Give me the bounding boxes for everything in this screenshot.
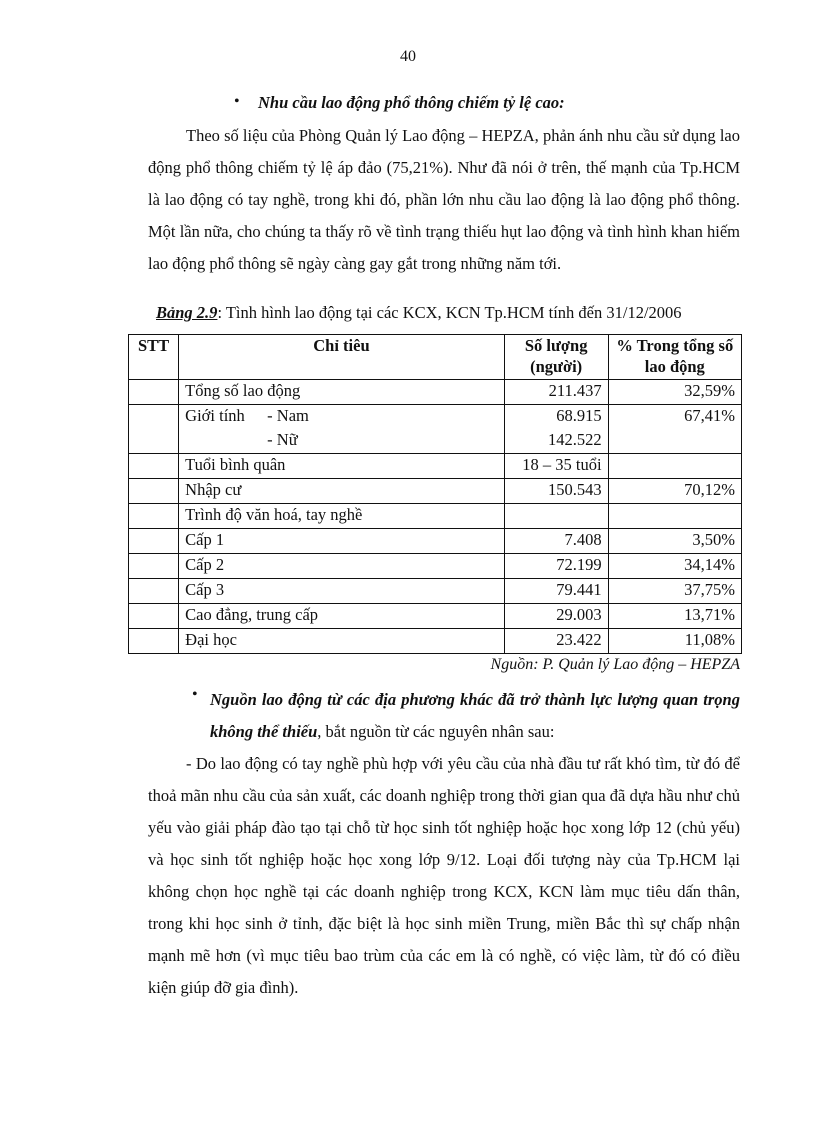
table-row	[129, 479, 742, 504]
row-percent: 11,08%	[608, 629, 741, 654]
header-percent: % Trong tổng số lao động	[608, 335, 741, 380]
row-criterion: Tổng số lao động	[179, 380, 505, 405]
table-row	[129, 554, 742, 579]
table-row	[129, 429, 742, 454]
bullet-icon: •	[234, 93, 240, 110]
row-criterion: Cấp 3	[179, 579, 505, 604]
row-percent	[608, 454, 741, 479]
row-criterion: Tuổi bình quân	[179, 454, 505, 479]
row-quantity: 72.199	[504, 554, 608, 579]
table-row	[129, 405, 742, 430]
bullet-icon: •	[192, 686, 198, 703]
section2-heading: Nguồn lao động từ các địa phương khác đã trở thành lực lượng quan trọng không thể thiếu, bắt nguồn từ các nguyên nhân sau:	[210, 690, 740, 741]
row-quantity: 142.522	[504, 429, 608, 454]
row-percent	[608, 429, 741, 454]
page-number: 40	[400, 48, 416, 65]
table-source: Nguồn: P. Quản lý Lao động – HEPZA	[490, 656, 740, 673]
table-caption-label: Bảng 2.9	[156, 303, 218, 322]
table-row	[129, 529, 742, 554]
row-percent: 13,71%	[608, 604, 741, 629]
header-criterion: Chỉ tiêu	[179, 335, 505, 380]
row-quantity: 18 – 35 tuổi	[504, 454, 608, 479]
row-percent: 37,75%	[608, 579, 741, 604]
section1-paragraph: Theo số liệu của Phòng Quản lý Lao động – HEPZA, phản ánh nhu cầu sử dụng lao động phổ thông chiếm tỷ lệ áp đảo (75,21%). Như đã nói ở trên, thế mạnh của Tp.HCM là lao động có tay nghề, trong khi đó, phần lớn nhu cầu lao động là lao động phổ thông. Một lần nữa, cho chúng ta thấy rõ về tình trạng thiếu hụt lao động và tình hình khan hiếm lao động phổ thông sẽ ngày càng gay gắt trong những năm tới.	[148, 126, 740, 273]
header-stt: STT	[129, 335, 179, 380]
section2-paragraph: - Do lao động có tay nghề phù hợp với yêu cầu của nhà đầu tư rất khó tìm, từ đó để thoả mãn nhu cầu của sản xuất, các doanh nghiệp trong thời gian qua đã dựa hầu như chủ yếu vào giải pháp đào tạo tại chỗ từ học sinh tốt nghiệp hoặc học xong lớp 12 (chủ yếu) và học sinh tốt nghiệp hoặc học xong lớp 9/12. Loại đối tượng này của Tp.HCM lại không chọn học nghề tại các doanh nghiệp trong KCX, KCN làm mục tiêu dấn thân, trong khi học sinh ở tỉnh, đặc biệt là học sinh miền Trung, miền Bắc thì sự chấp nhận mạnh mẽ hơn (vì mục tiêu bao trùm của các em là có nghề, có việc làm, từ đó có điều kiện giúp đỡ gia đình).	[148, 754, 740, 997]
table-row	[129, 454, 742, 479]
table-row	[129, 629, 742, 654]
row-percent: 32,59%	[608, 380, 741, 405]
row-quantity: 23.422	[504, 629, 608, 654]
row-quantity: 68.915	[504, 405, 608, 430]
row-criterion: - Nữ	[179, 429, 505, 454]
table-caption	[156, 303, 682, 323]
row-quantity: 29.003	[504, 604, 608, 629]
row-percent: 34,14%	[608, 554, 741, 579]
row-criterion: Trình độ văn hoá, tay nghề	[179, 504, 505, 529]
row-criterion: Cấp 2	[179, 554, 505, 579]
row-quantity: 7.408	[504, 529, 608, 554]
row-criterion: Nhập cư	[179, 479, 505, 504]
row-quantity: 211.437	[504, 380, 608, 405]
row-quantity	[504, 504, 608, 529]
row-percent: 3,50%	[608, 529, 741, 554]
row-percent: 67,41%	[608, 405, 741, 430]
row-percent	[608, 504, 741, 529]
row-criterion: Cấp 1	[179, 529, 505, 554]
row-criterion: Đại học	[179, 629, 505, 654]
table-row	[129, 579, 742, 604]
section1-heading: Nhu cầu lao động phổ thông chiếm tỷ lệ cao:	[258, 93, 565, 112]
table-row	[129, 504, 742, 529]
row-criterion: Giới tính - Nam	[179, 405, 505, 430]
table-row	[129, 604, 742, 629]
row-percent: 70,12%	[608, 479, 741, 504]
header-quantity: Số lượng (người)	[504, 335, 608, 380]
row-criterion: Cao đẳng, trung cấp	[179, 604, 505, 629]
row-quantity: 79.441	[504, 579, 608, 604]
table-header-row	[129, 335, 742, 380]
table-row	[129, 380, 742, 405]
row-quantity: 150.543	[504, 479, 608, 504]
labor-table	[128, 334, 742, 654]
table-caption-text: : Tình hình lao động tại các KCX, KCN Tp.HCM tính đến 31/12/2006	[217, 303, 682, 322]
